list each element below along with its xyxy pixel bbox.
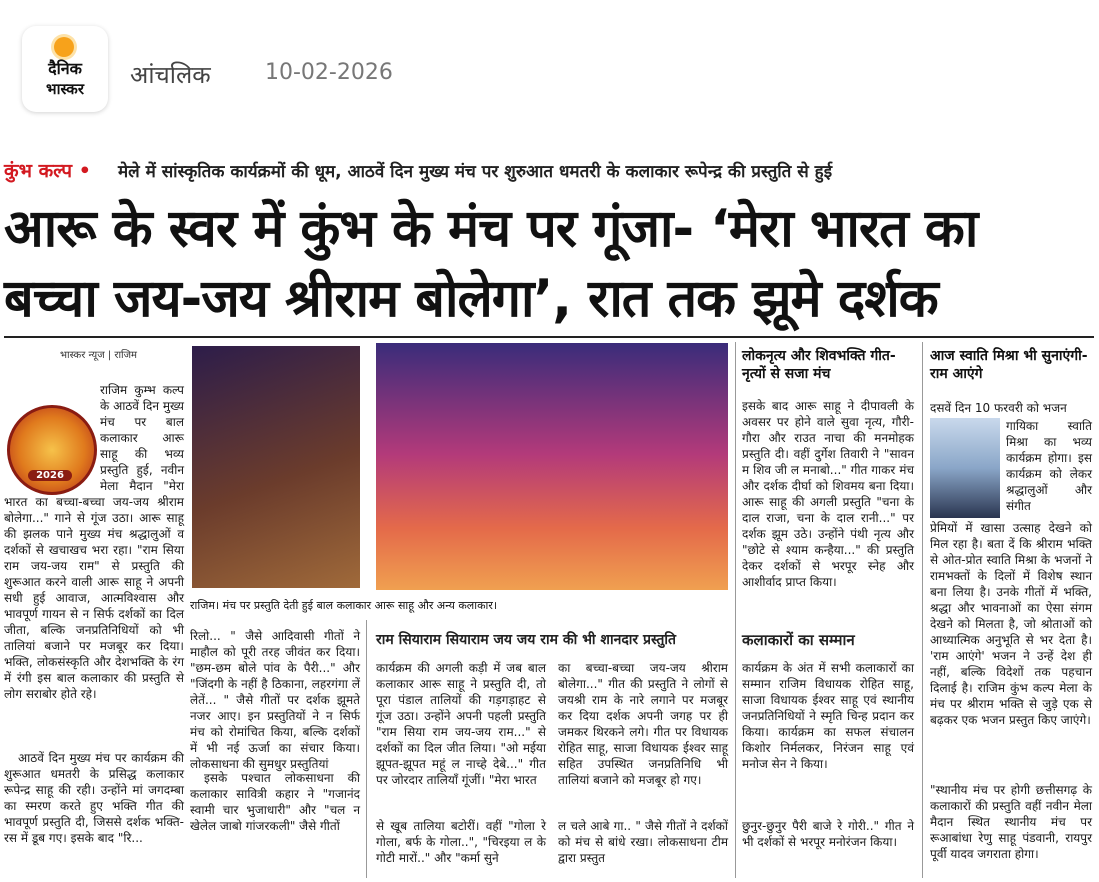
section3-text-body: कार्यक्रम के अंत में सभी कलाकारों का सम्मान राजिम विधायक रोहित साहू, साजा विधायक ईश्वर साहू एवं स्थानीय जनप्रतिनिधियों ने स्मृति चिन्ह प्रदान कर किया। कार्यक्रम का सफल संचालन किशोर निर्मलकर, निरंजन साहू एवं मनोज सेन ने किया। (742, 661, 914, 771)
col2-para2 (190, 770, 360, 878)
kicker-text: मेले में सांस्कृतिक कार्यक्रमों की धूम, आठवें दिन मुख्य मंच पर शुरुआत धमतरी के कलाकार रूपेन्द्र की प्रस्तुति से हुई (118, 162, 833, 182)
col3-para2-text: से खूब तालिया बटोरीं। वहीं "गोला रे गोला, बर्फ के गोला..", "चिरइया ल के गोटी मारों.." और "कर्मा सुने (376, 819, 546, 865)
column-divider (735, 342, 736, 878)
side-text3-body: "स्थानीय मंच पर होगी छत्तीसगढ़ के कलाकारों की प्रस्तुति वहीं नवीन मेला मैदान स्थित स्थानीय मंच पर रूआबांधा रेणु साहू पंडवानी, रायपुर पूर्वी यादव जगराता होगा। (930, 783, 1092, 861)
section2-text-body: इसके बाद आरू साहू ने दीपावली के अवसर पर होने वाले सुवा नृत्य, गौरी-गौरा और राउत नाचा की मनमोहक प्रस्तुति दी। वहीं दुर्गेश तिवारी ने "सावन म शिव जी ल मनाबो..." गीत गाकर मंच और दर्शक दीर्घा को शिवमय बना दिया। आरू साहू की अगली प्रस्तुति "चना के दाल राजा, चना के दाल रानी..." पर दर्शक झूम उठे। उन्होंने पंथी नृत्य और "छोटे से श्याम कन्हैया..." की प्रस्तुति देकर दर्शकों से भरपूर स्नेह और आशीर्वाद प्राप्त किया। (742, 399, 914, 589)
side-text3 (930, 782, 1092, 878)
side-text2-body: प्रेमियों में खासा उत्साह देखने को मिल रहा है। बता दें कि श्रीराम भक्ति से ओत-प्रोत स्वाति मिश्रा के भजनों ने रामभक्तों के दिलों में विशेष स्थान बना लिया है। उनके गीतों में भक्ति, श्रद्धा और भावनाओं का ऐसा संगम देखने को मिलता है, जो श्रोताओं को आध्यात्मिक अनुभूति से भर देता है। 'राम आएंगे' भजन ने उन्हें देश ही नहीं, बल्कि विदेशों तक पहचान दिलाई है। राजिम कुंभ कल्प मेला के मंच पर श्रीराम भक्ति से जुड़े एक से बढ़कर एक भजन प्रस्तुत किए जाएंगे। (930, 521, 1092, 727)
column-divider (922, 342, 923, 878)
section3-para2 (742, 818, 914, 878)
col3-para2 (376, 818, 546, 878)
headline-line-1: आरू के स्वर में कुंभ के मंच पर गूंजा- ‘मेरा भारत का (4, 199, 978, 259)
swati-mishra-photo (930, 418, 1000, 518)
side-heading: आज स्वाति मिश्रा भी सुनाएंगी- राम आएंगे (930, 348, 1088, 382)
side-text1-body: गायिका स्वाति मिश्रा का भव्य कार्यक्रम होगा। इस कार्यक्रम को लेकर श्रद्धालुओं और संगीत (1006, 419, 1092, 513)
sun-icon (54, 37, 74, 57)
byline: भास्कर न्यूज | राजिम (60, 350, 138, 361)
column-divider (366, 620, 367, 878)
headline-rule (4, 336, 1094, 338)
section3-text (742, 660, 914, 810)
col4-para2 (558, 818, 728, 878)
publish-date: 10-02-2026 (265, 60, 393, 85)
col1-para2 (4, 750, 184, 878)
col1-spacer (4, 652, 184, 748)
col4-text-body: का बच्चा-बच्चा जय-जय श्रीराम बोलेगा..." गीत की प्रस्तुति ने लोगों से जयश्री राम के नारे लगाने पर मजबूर कर दिया दर्शक अपनी जगह पर ही जमकर थिरकने लगे। गीत पर विधायक रोहित साहू, साजा विधायक ईश्वर साहू सहित उपस्थित जनप्रतिनिधि भी तालियां बजाने को मजबूर हो गए। (558, 661, 728, 787)
photo-caption: राजिम। मंच पर प्रस्तुति देती हुई बाल कलाकार आरू साहू और अन्य कलाकार। (190, 599, 498, 612)
side-text2 (930, 520, 1092, 780)
section2-heading: लोकनृत्य और शिवभक्ति गीत-नृत्यों से सजा मंच (742, 348, 896, 382)
mid-subhead: राम सियाराम सियाराम जय जय राम की भी शानदार प्रस्तुति (376, 632, 676, 648)
singer-photo (192, 346, 360, 588)
category-label[interactable]: आंचलिक (130, 61, 211, 89)
col2-text (190, 628, 360, 771)
section3-para2-text: छुनुर-छुनुर पैरी बाजे रे गोरी.." गीत ने भी दर्शकों से भरपूर मनोरंजन किया। (742, 819, 914, 849)
col1-intro (4, 382, 184, 701)
col2-text-body: रिलो... " जैसे आदिवासी गीतों ने माहौल को पूरी तरह जीवंत कर दिया। "छम-छम बोले पांव के पैरी..." और "जिंदगी के नहीं है ठिकाना, लहरगंगा लें लेतें... " जैसे गीतों पर दर्शक झूमते नजर आए। इन प्रस्तुतियों ने न सिर्फ मंच को रोमांचित किया, बल्कि दर्शकों में भी नई ऊर्जा का संचार किया। लोकसाधना की सुमधुर प्रस्तुतियां (190, 629, 360, 771)
section2-text (742, 398, 914, 620)
col2-para2-text: इसके पश्चात लोकसाधना की कलाकार सावित्री कहार ने "गजानंद स्वामी चार भुजाधारी" और "चल न खेलेल जाबो गांजरकली" जैसे गीतों (190, 771, 360, 833)
side-intro: दसवें दिन 10 फरवरी को भजन (930, 401, 1067, 415)
dancers-photo (376, 343, 728, 590)
col4-text (558, 660, 728, 810)
side-text1 (1006, 418, 1092, 518)
headline-line-2: बच्चा जय-जय श्रीराम बोलेगा’, रात तक झूमे दर्शक (4, 269, 938, 329)
logo-text-line2: भास्कर (46, 80, 84, 98)
section3-heading: कलाकारों का सम्मान (742, 631, 855, 649)
logo-text-line1: दैनिक (48, 59, 82, 78)
emblem-float (4, 382, 100, 494)
kicker-tag: कुंभ कल्प • (4, 160, 91, 182)
emblem-year: 2026 (28, 470, 72, 481)
col1-para2-text: आठवें दिन मुख्य मंच पर कार्यक्रम की शुरूआत धमतरी के प्रसिद्ध कलाकार रूपेन्द्र साहू की रही। उन्होंने मां जगदम्बा का स्मरण करते हुए भक्ति गीत की भावपूर्ण प्रस्तुति दी, जिससे दर्शक भक्ति-रस में डूब गए। इसके बाद "रि... (4, 751, 184, 845)
col1-intro-text: राजिम कुम्भ कल्प के आठवें दिन मुख्य मंच पर बाल कलाकार आरू साहू की भव्य प्रस्तुति हुई, नवीन मेला मैदान "मेरा भारत का बच्चा-बच्चा जय-जय श्रीराम बोलेगा..." गाने से गूंज उठा। आरू साहू की झलक पाने मुख्य मंच श्रद्धालुओं व दर्शकों से खचाखच भरा रहा। "राम सिया राम जय-जय राम" से प्रस्तुति की शुरूआत करने वाली आरू साहू ने अपनी सधी हुई आवाज, आत्मविश्वास और भावपूर्ण गायन से न सिर्फ दर्शकों का दिल जीता, बल्कि जनप्रतिनिधियों को भी तालियां बजाने पर मजबूर कर दिया। भक्ति, लोकसंस्कृति और देशभक्ति के रंग में रंगी इस बाल कलाकार की प्रस्तुति से लोग सराबोर होते रहे। (4, 383, 184, 701)
col3-text-body: कार्यक्रम की अगली कड़ी में जब बाल कलाकार आरू साहू ने प्रस्तुति दी, तो पूरा पंडाल तालियों की गड़गड़ाहट से गूंज उठा। उन्होंने अपनी पहली प्रस्तुति "राम सिया राम जय-जय राम..." से दर्शकों का दिल जीत लिया। "ओ मईया झूपत-झूपत महूं ल नाच्हे देबे..." गीत पर जोरदार तालियाँ गूंजीं। "मेरा भारत (376, 661, 546, 787)
col4-para2-text: ल चले आबे गा.. " जैसे गीतों ने दर्शकों को मंच से बांधे रखा। लोकसाधना टीम द्वारा प्रस्तुत (558, 819, 728, 865)
col3-text (376, 660, 546, 810)
